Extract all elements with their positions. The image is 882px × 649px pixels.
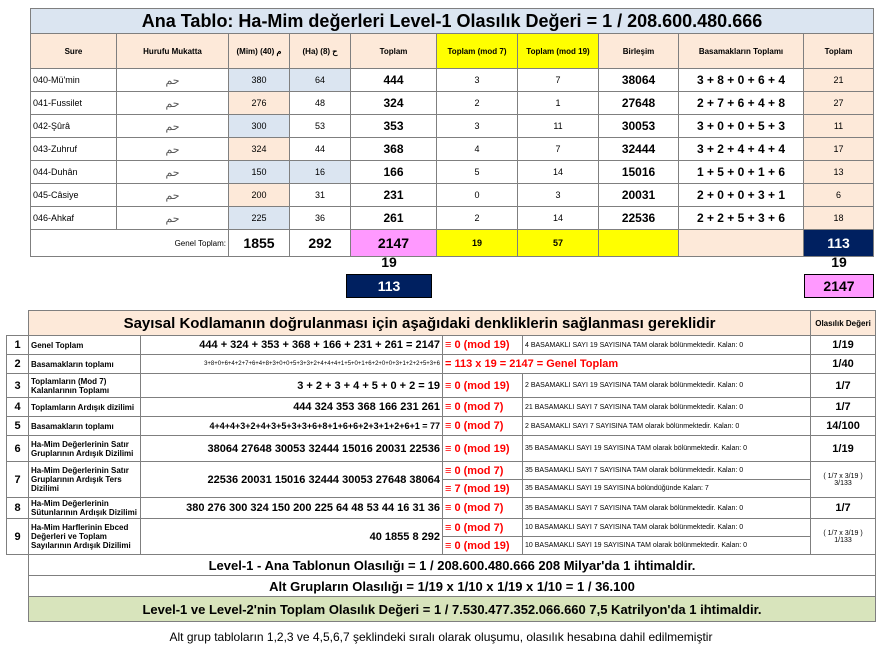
row-probability-line1: ( 1/7 x 3/19 ) — [823, 529, 863, 537]
table-row — [31, 207, 874, 230]
row-label: Toplamların (Mod 7) Kalanlarının Toplamı — [29, 374, 141, 398]
row-label: Ha-Mim Değerlerinin Sütunlarının Ardışık Dizilimi — [29, 498, 141, 519]
main-table — [30, 8, 874, 257]
row-note: 35 BASAMAKLI SAYI 19 SAYISINA TAM olarak bölünmektedir. Kalan: 0 — [523, 436, 811, 462]
header-mod7: Toplam (mod 7) — [437, 34, 518, 69]
table-row — [31, 138, 874, 161]
ha-value: 36 — [290, 207, 351, 230]
toplam-value: 353 — [351, 115, 437, 138]
row-number: 6 — [7, 436, 29, 462]
row-expression: 40 1855 8 292 — [141, 519, 443, 555]
row-label: Ha-Mim Değerlerinin Satır Gruplarının Ardışık Ters Dizilimi — [29, 462, 141, 498]
header-basamak: Basamakların Toplamı — [679, 34, 804, 69]
table-row — [7, 417, 876, 436]
row-probability — [811, 462, 876, 498]
row-expression: 444 + 324 + 353 + 368 + 166 + 231 + 261 = 2147 — [141, 336, 443, 355]
table-row — [7, 355, 876, 374]
row-number: 4 — [7, 398, 29, 417]
row-mod: = 113 x 19 = 2147 = Genel Toplam — [443, 355, 811, 374]
header-mim: (Mim) م (40) — [229, 34, 290, 69]
genel-toplam2: 113 — [804, 230, 874, 257]
table-row — [7, 498, 876, 519]
toplam-value: 324 — [351, 92, 437, 115]
row-note: 10 BASAMAKLI SAYI 7 SAYISINA TAM olarak bölünmektedir. Kalan: 0 — [523, 519, 811, 537]
left-divisor: 19 — [381, 254, 397, 270]
row-probability: 1/19 — [811, 436, 876, 462]
genel-mod7: 19 — [437, 230, 518, 257]
row-number: 9 — [7, 519, 29, 555]
mim-value: 324 — [229, 138, 290, 161]
mod7-value: 4 — [437, 138, 518, 161]
row-mod: ≡ 0 (mod 7) — [443, 498, 523, 519]
genel-birlesim-empty — [599, 230, 679, 257]
summary-total: Level-1 ve Level-2'nin Toplam Olasılık Değeri = 1 / 7.530.477.352.066.660 7,5 Katrilyon'da 1 ihtimaldir. — [29, 597, 876, 622]
row-label: Genel Toplam — [29, 336, 141, 355]
row-note: 4 BASAMAKLI SAYI 19 SAYISINA TAM olarak bölünmektedir. Kalan: 0 — [523, 336, 811, 355]
huruf-glyph: حم — [117, 69, 229, 92]
toplam2-value: 17 — [804, 138, 874, 161]
row-note: 21 BASAMAKLI SAYI 7 SAYISINA TAM olarak bölünmektedir. Kalan: 0 — [523, 398, 811, 417]
basamak-value: 1 + 5 + 0 + 1 + 6 — [679, 161, 804, 184]
mim-value: 150 — [229, 161, 290, 184]
huruf-glyph: حم — [117, 92, 229, 115]
row-mod: ≡ 7 (mod 19) — [443, 480, 523, 498]
row-number: 3 — [7, 374, 29, 398]
mod19-value: 7 — [518, 69, 599, 92]
row-expression: 4+4+4+3+2+4+3+5+3+3+6+8+1+6+6+2+3+1+2+6+1 = 77 — [141, 417, 443, 436]
row-number: 2 — [7, 355, 29, 374]
table-row — [7, 436, 876, 462]
mim-value: 300 — [229, 115, 290, 138]
mod7-value: 3 — [437, 69, 518, 92]
header-sure: Sure — [31, 34, 117, 69]
birlesim-value: 30053 — [599, 115, 679, 138]
toplam-value: 261 — [351, 207, 437, 230]
row-label: Toplamların Ardışık dizilimi — [29, 398, 141, 417]
ha-value: 31 — [290, 184, 351, 207]
mod7-value: 0 — [437, 184, 518, 207]
mod19-value: 1 — [518, 92, 599, 115]
row-probability-line1: ( 1/7 x 3/19 ) — [823, 472, 863, 480]
row-mod: ≡ 0 (mod 7) — [443, 417, 523, 436]
genel-mod19: 57 — [518, 230, 599, 257]
sure-name: 044-Duhân — [31, 161, 117, 184]
genel-toplam: 2147 — [351, 230, 437, 257]
row-mod: ≡ 0 (mod 19) — [443, 537, 523, 555]
row-probability — [811, 519, 876, 555]
sure-name: 040-Mü'min — [31, 69, 117, 92]
table-row — [7, 336, 876, 355]
row-probability: 1/40 — [811, 355, 876, 374]
summary-level1: Level-1 - Ana Tablonun Olasılığı = 1 / 208.600.480.666 208 Milyar'da 1 ihtimaldir. — [29, 555, 876, 576]
sure-name: 042-Şûrâ — [31, 115, 117, 138]
mim-value: 276 — [229, 92, 290, 115]
footnote: Alt grup tabloların 1,2,3 ve 4,5,6,7 şeklindeki sıralı olarak oluşumu, olasılık hesabına dahil edilmemiştir — [169, 630, 713, 644]
row-probability: 14/100 — [811, 417, 876, 436]
basamak-value: 3 + 2 + 4 + 4 + 4 — [679, 138, 804, 161]
right-divisor: 19 — [831, 254, 847, 270]
toplam-value: 231 — [351, 184, 437, 207]
row-mod: ≡ 0 (mod 19) — [443, 374, 523, 398]
row-note: 2 BASAMAKLI SAYI 7 SAYISINA TAM olarak bölünmektedir. Kalan: 0 — [523, 417, 811, 436]
header-toplam: Toplam — [351, 34, 437, 69]
row-expression: 38064 27648 30053 32444 15016 20031 22536 — [141, 436, 443, 462]
basamak-value: 2 + 0 + 0 + 3 + 1 — [679, 184, 804, 207]
mod19-value: 3 — [518, 184, 599, 207]
mod19-value: 11 — [518, 115, 599, 138]
mim-value: 225 — [229, 207, 290, 230]
summary-subgroups: Alt Grupların Olasılığı = 1/19 x 1/10 x 1/19 x 1/10 = 1 / 36.100 — [29, 576, 876, 597]
table-row — [7, 374, 876, 398]
table-row — [31, 69, 874, 92]
toplam-value: 444 — [351, 69, 437, 92]
table-title: Ana Tablo: Ha-Mim değerleri Level-1 Olasılık Değeri = 1 / 208.600.480.666 — [31, 9, 874, 34]
row-expression: 444 324 353 368 166 231 261 — [141, 398, 443, 417]
row-probability: 1/7 — [811, 398, 876, 417]
sure-name: 041-Fussilet — [31, 92, 117, 115]
birlesim-value: 20031 — [599, 184, 679, 207]
header-mod19: Toplam (mod 19) — [518, 34, 599, 69]
row-note: 35 BASAMAKLI SAYI 19 SAYISINA bölündüğünde Kalan: 7 — [523, 480, 811, 498]
mod7-value: 2 — [437, 207, 518, 230]
sure-name: 046-Ahkaf — [31, 207, 117, 230]
table-row — [7, 398, 876, 417]
mod19-value: 14 — [518, 161, 599, 184]
ha-value: 53 — [290, 115, 351, 138]
row-expression: 3 + 2 + 3 + 4 + 5 + 0 + 2 = 19 — [141, 374, 443, 398]
basamak-value: 2 + 7 + 6 + 4 + 8 — [679, 92, 804, 115]
row-number: 8 — [7, 498, 29, 519]
toplam2-value: 21 — [804, 69, 874, 92]
table-row — [31, 115, 874, 138]
header-birlesim: Birleşim — [599, 34, 679, 69]
birlesim-value: 27648 — [599, 92, 679, 115]
row-probability-line2: 3/133 — [834, 479, 852, 487]
header-ha: (Ha) ح (8) — [290, 34, 351, 69]
olasilik-header: Olasılık Değeri — [811, 311, 876, 336]
birlesim-value: 38064 — [599, 69, 679, 92]
toplam-value: 166 — [351, 161, 437, 184]
sure-name: 045-Câsiye — [31, 184, 117, 207]
table-row — [7, 519, 876, 537]
huruf-glyph: حم — [117, 115, 229, 138]
header-huruf: Hurufu Mukatta — [117, 34, 229, 69]
genel-basamak-empty — [679, 230, 804, 257]
left-quotient-box: 113 — [346, 274, 432, 298]
mod7-value: 3 — [437, 115, 518, 138]
right-product-box: 2147 — [804, 274, 874, 298]
ha-value: 44 — [290, 138, 351, 161]
toplam2-value: 11 — [804, 115, 874, 138]
header-toplam2: Toplam — [804, 34, 874, 69]
table-row — [7, 462, 876, 480]
toplam2-value: 18 — [804, 207, 874, 230]
row-probability: 1/19 — [811, 336, 876, 355]
row-note: 35 BASAMAKLI SAYI 7 SAYISINA TAM olarak bölünmektedir. Kalan: 0 — [523, 498, 811, 519]
ha-value: 48 — [290, 92, 351, 115]
row-mod: ≡ 0 (mod 19) — [443, 436, 523, 462]
toplam2-value: 27 — [804, 92, 874, 115]
toplam2-value: 13 — [804, 161, 874, 184]
birlesim-value: 32444 — [599, 138, 679, 161]
row-probability-line2: 1/133 — [834, 536, 852, 544]
row-note: 35 BASAMAKLI SAYI 7 SAYISINA TAM olarak bölünmektedir. Kalan: 0 — [523, 462, 811, 480]
row-label: Basamakların toplamı — [29, 355, 141, 374]
huruf-glyph: حم — [117, 138, 229, 161]
row-expression: 380 276 300 324 150 200 225 64 48 53 44 16 31 36 — [141, 498, 443, 519]
row-label: Basamakların toplamı — [29, 417, 141, 436]
basamak-value: 2 + 2 + 5 + 3 + 6 — [679, 207, 804, 230]
genel-mim: 1855 — [229, 230, 290, 257]
birlesim-value: 15016 — [599, 161, 679, 184]
huruf-glyph: حم — [117, 184, 229, 207]
toplam-value: 368 — [351, 138, 437, 161]
row-probability: 1/7 — [811, 374, 876, 398]
row-mod: ≡ 0 (mod 7) — [443, 398, 523, 417]
row-note: 10 BASAMAKLI SAYI 19 SAYISINA TAM olarak bölünmektedir. Kalan: 0 — [523, 537, 811, 555]
verification-title: Sayısal Kodlamanın doğrulanması için aşağıdaki denkliklerin sağlanması gereklidir — [29, 311, 811, 336]
row-mod: ≡ 0 (mod 7) — [443, 519, 523, 537]
ha-value: 16 — [290, 161, 351, 184]
table-row — [31, 161, 874, 184]
mod19-value: 7 — [518, 138, 599, 161]
genel-toplam-row — [31, 230, 874, 257]
verification-table — [6, 310, 876, 622]
row-note: 2 BASAMAKLI SAYI 19 SAYISINA TAM olarak bölünmektedir. Kalan: 0 — [523, 374, 811, 398]
row-number: 1 — [7, 336, 29, 355]
mim-value: 380 — [229, 69, 290, 92]
row-number: 5 — [7, 417, 29, 436]
row-label: Ha-Mim Harflerinin Ebced Değerleri ve Toplam Sayılarının Ardışık Dizilimi — [29, 519, 141, 555]
mim-value: 200 — [229, 184, 290, 207]
birlesim-value: 22536 — [599, 207, 679, 230]
mod7-value: 2 — [437, 92, 518, 115]
sure-name: 043-Zuhruf — [31, 138, 117, 161]
genel-ha: 292 — [290, 230, 351, 257]
table-row — [31, 184, 874, 207]
row-number: 7 — [7, 462, 29, 498]
mod19-value: 14 — [518, 207, 599, 230]
mod7-value: 5 — [437, 161, 518, 184]
huruf-glyph: حم — [117, 207, 229, 230]
ha-value: 64 — [290, 69, 351, 92]
row-expression: 3+8+0+6+4+2+7+6+4+8+3+0+0+5+3+3+2+4+4+4+1+5+0+1+6+2+0+0+3+1+2+2+5+3+6 — [141, 355, 443, 374]
huruf-glyph: حم — [117, 161, 229, 184]
basamak-value: 3 + 8 + 0 + 6 + 4 — [679, 69, 804, 92]
toplam2-value: 6 — [804, 184, 874, 207]
row-label: Ha-Mim Değerlerinin Satır Gruplarının Ardışık Dizilimi — [29, 436, 141, 462]
genel-toplam-label: Genel Toplam: — [31, 230, 229, 257]
row-expression: 22536 20031 15016 32444 30053 27648 38064 — [141, 462, 443, 498]
table-row — [31, 92, 874, 115]
row-mod: ≡ 0 (mod 7) — [443, 462, 523, 480]
row-probability: 1/7 — [811, 498, 876, 519]
basamak-value: 3 + 0 + 0 + 5 + 3 — [679, 115, 804, 138]
row-mod: ≡ 0 (mod 19) — [443, 336, 523, 355]
